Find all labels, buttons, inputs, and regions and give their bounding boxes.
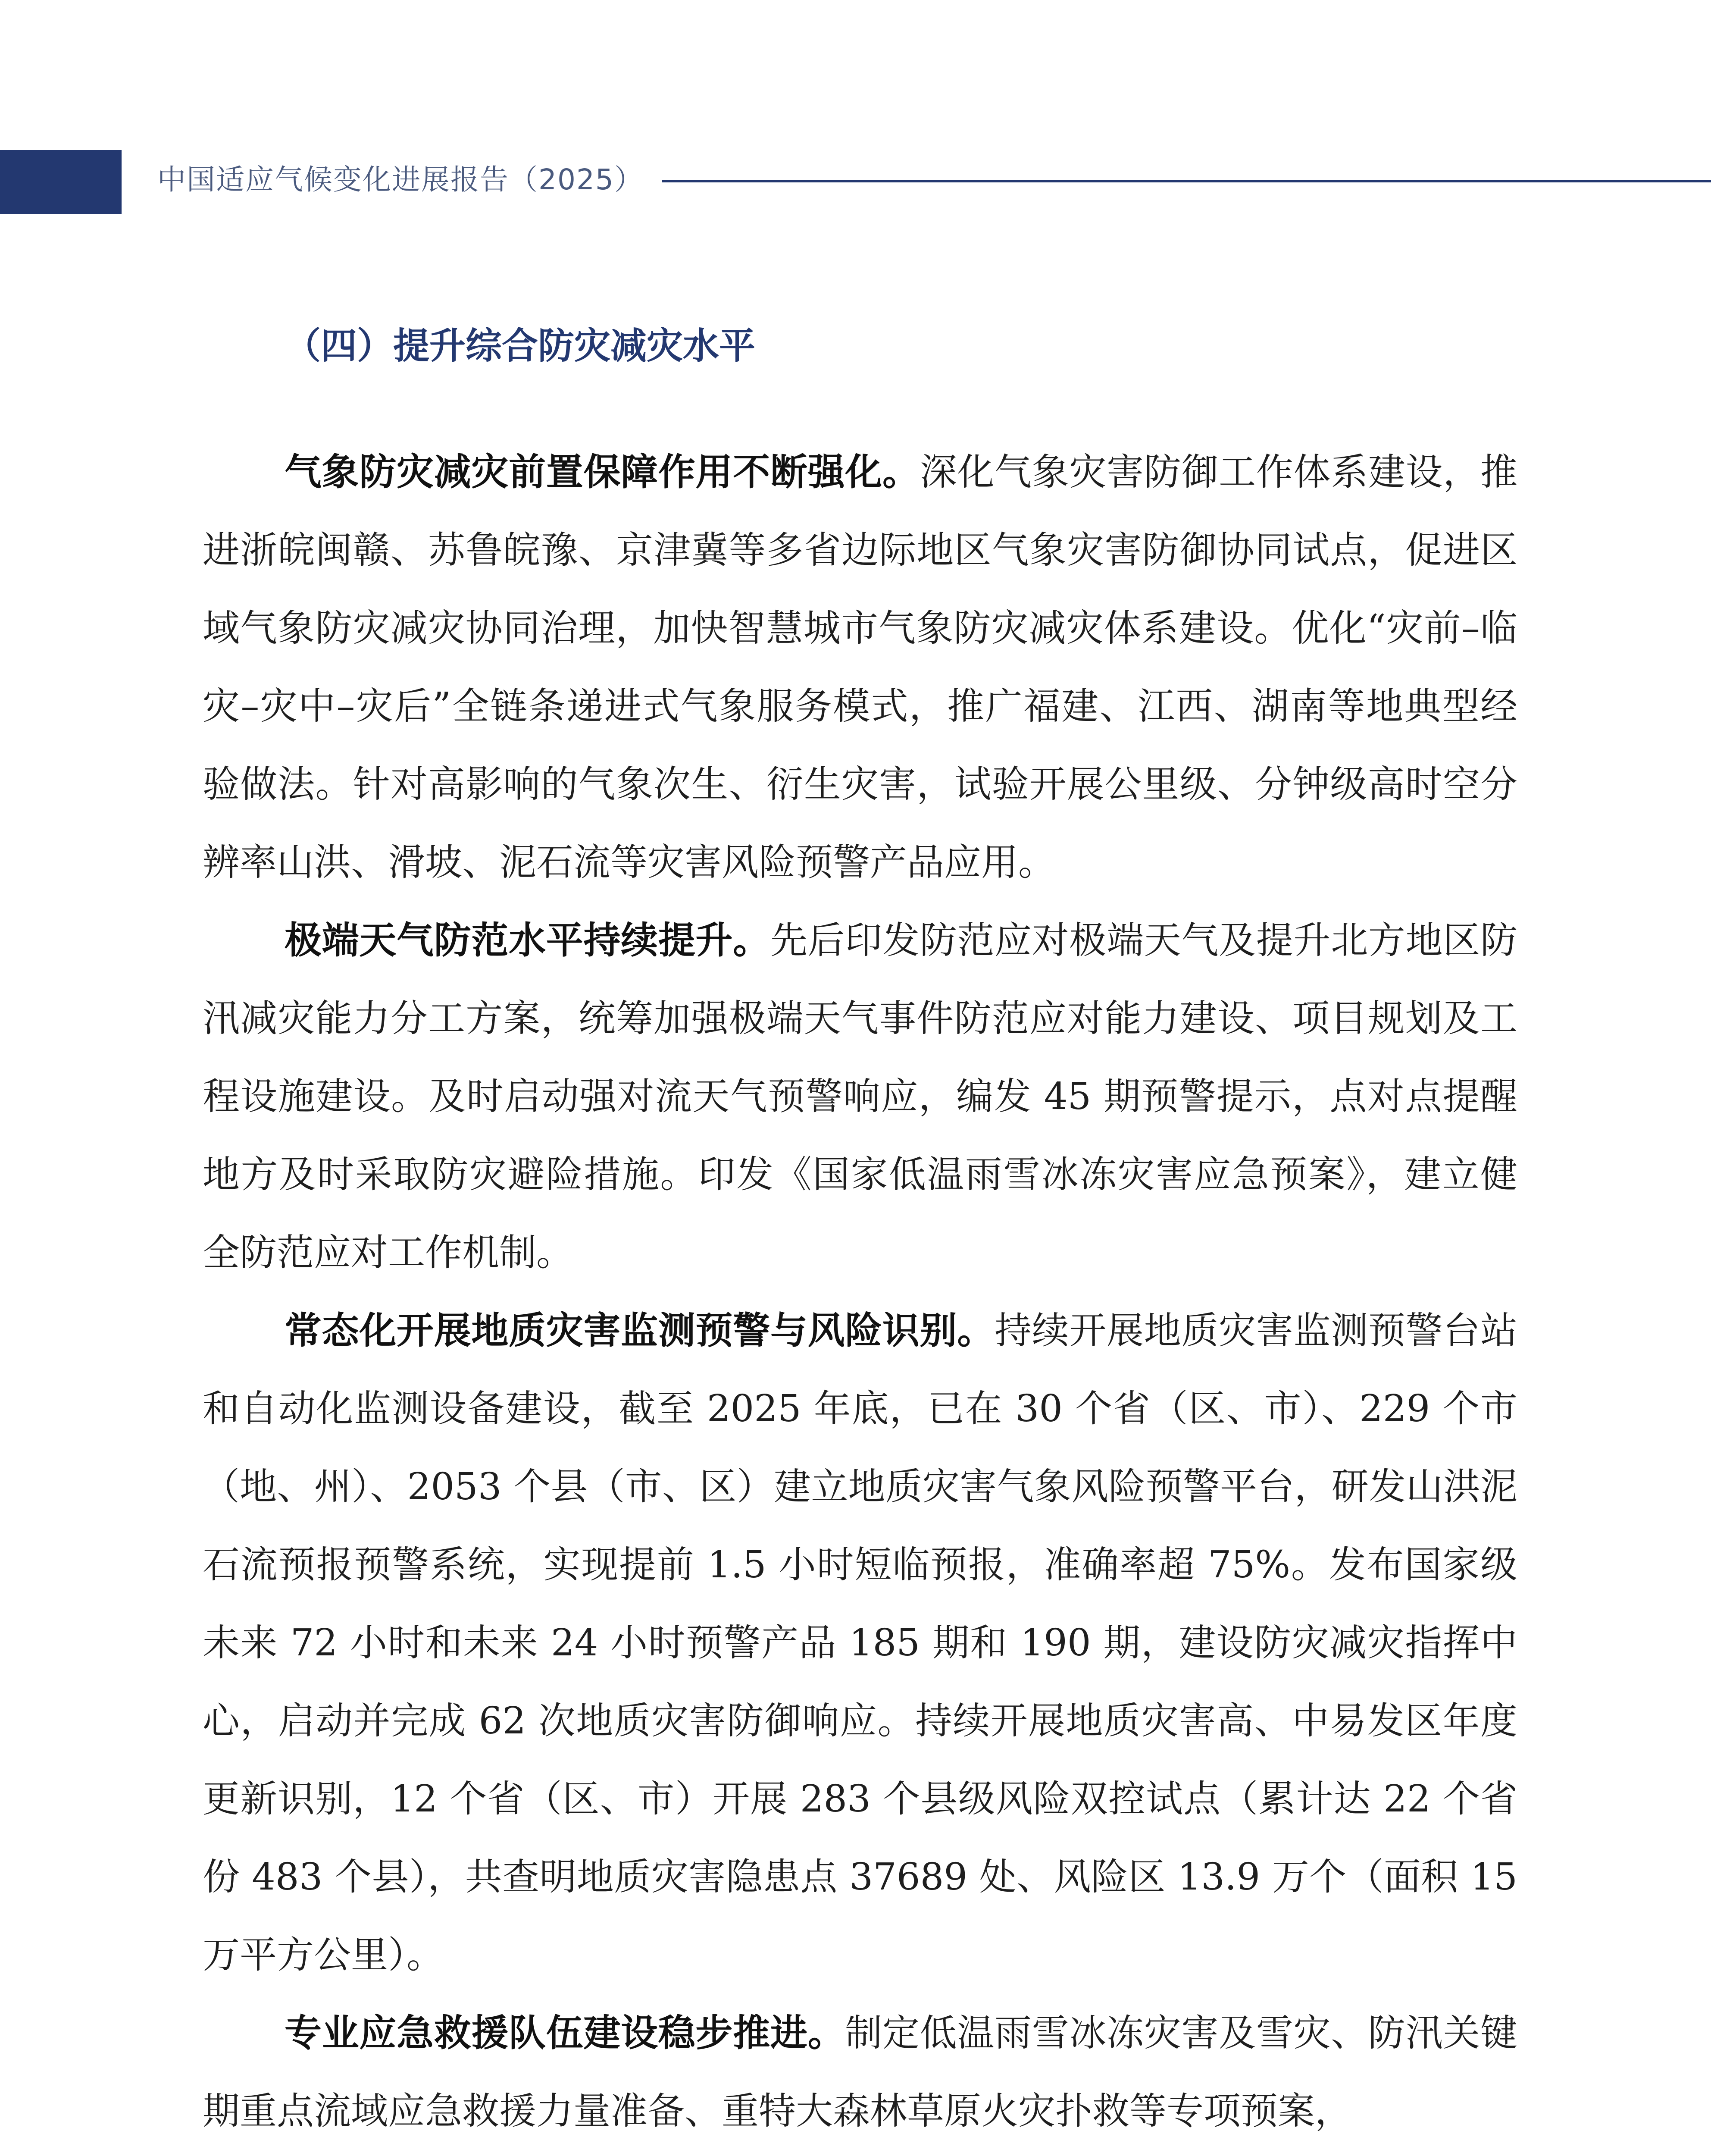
paragraph-body: 先后印发防范应对极端天气及提升北方地区防汛减灾能力分工方案，统筹加强极端天气事件防范应对能力建设、项目规划及工程设施建设。及时启动强对流天气预警响应，编发 45 期预警提示，点对点提醒地方及时采取防灾避险措施。印发《国家低温雨雪冰冻灾害应急预案》，建立健全防范应对工作机制。	[203, 919, 1517, 1274]
body-text	[203, 433, 1517, 2150]
paragraph-geological-disaster	[203, 1292, 1517, 1994]
paragraph-lead: 专业应急救援队伍建设稳步推进。	[285, 2012, 845, 2055]
running-header-title: 中国适应气候变化进展报告（2025）	[157, 163, 644, 196]
header-accent-block	[0, 150, 122, 214]
paragraph-body: 深化气象灾害防御工作体系建设，推进浙皖闽赣、苏鲁皖豫、京津冀等多省边际地区气象灾害防御协同试点，促进区域气象防灾减灾协同治理，加快智慧城市气象防灾减灾体系建设。优化“灾前–临灾–灾中–灾后”全链条递进式气象服务模式，推广福建、江西、湖南等地典型经验做法。针对高影响的气象次生、衍生灾害，试验开展公里级、分钟级高时空分辨率山洪、滑坡、泥石流等灾害风险预警产品应用。	[203, 451, 1517, 884]
paragraph-lead: 气象防灾减灾前置保障作用不断强化。	[285, 451, 920, 494]
paragraph-extreme-weather	[203, 902, 1517, 1292]
section-heading: （四）提升综合防灾减灾水平	[285, 325, 756, 367]
paragraph-body: 制定低温雨雪冰冻灾害及雪灾、防汛关键期重点流域应急救援力量准备、重特大森林草原火灾扑救等专项预案，	[203, 2012, 1517, 2133]
paragraph-body: 持续开展地质灾害监测预警台站和自动化监测设备建设，截至 2025 年底，已在 30 个省（区、市）、229 个市（地、州）、2053 个县（市、区）建立地质灾害气象风险预警平台，研发山洪泥石流预报预警系统，实现提前 1.5 小时短临预报，准确率超 75%。发布国家级未来 72 小时和未来 24 小时预警产品 185 期和 190 期，建设防灾减灾指挥中心，启动并完成 62 次地质灾害防御响应。持续开展地质灾害高、中易发区年度更新识别，12 个省（区、市）开展 283 个县级风险双控试点（累计达 22 个省份 483 个县），共查明地质灾害隐患点 37689 处、风险区 13.9 万个（面积 15 万平方公里）。	[203, 1309, 1517, 1977]
header-rule	[662, 180, 1711, 182]
paragraph-lead: 常态化开展地质灾害监测预警与风险识别。	[285, 1309, 995, 1352]
paragraph-meteorological-disaster	[203, 433, 1517, 902]
paragraph-lead: 极端天气防范水平持续提升。	[285, 919, 770, 962]
paragraph-emergency-rescue	[203, 1994, 1517, 2150]
